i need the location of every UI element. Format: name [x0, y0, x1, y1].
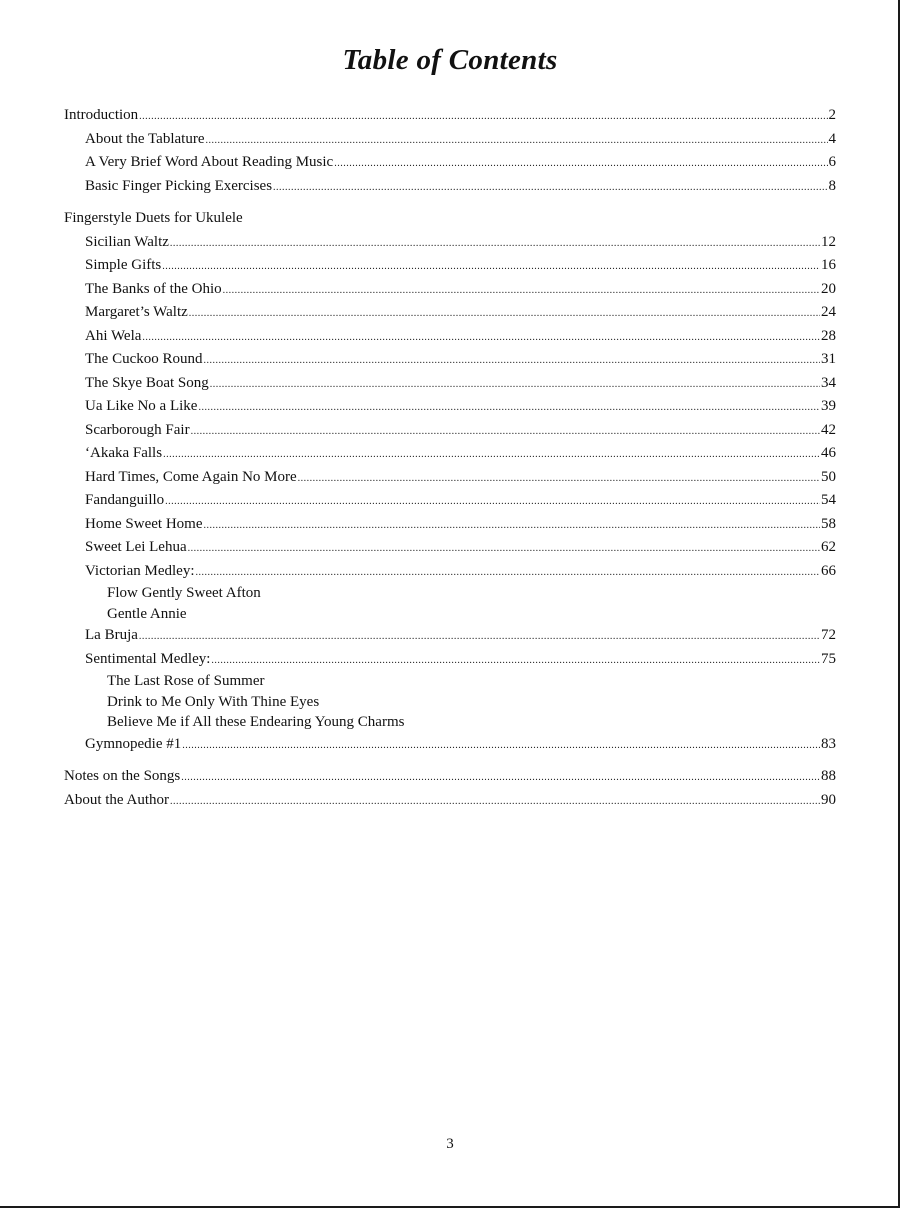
- dot-leader: [223, 279, 820, 303]
- toc-entry[interactable]: [64, 278, 836, 302]
- dot-leader: [163, 443, 820, 467]
- toc-entry-page: 72: [821, 627, 836, 643]
- toc-entry-label: Fandanguillo: [85, 492, 165, 508]
- dot-leader: [188, 537, 820, 561]
- toc-entry-page: 8: [828, 177, 836, 194]
- dot-leader: [162, 255, 820, 279]
- dot-leader: [139, 625, 820, 649]
- toc-entry-page: 12: [821, 233, 836, 250]
- toc-entry-page: 24: [821, 304, 836, 320]
- dot-leader: [182, 734, 820, 758]
- toc-subentry-label: The Last Rose of Summer: [107, 673, 265, 689]
- toc-entry[interactable]: [64, 128, 836, 152]
- toc-entry-page: 62: [821, 539, 836, 555]
- toc-entry-page: 16: [821, 257, 836, 273]
- toc-subentry: [64, 692, 836, 713]
- toc-entry-label: Notes on the Songs: [64, 768, 181, 784]
- dot-leader: [195, 561, 820, 585]
- toc-entry-label: Margaret’s Waltz: [85, 304, 188, 320]
- toc-entry[interactable]: [64, 301, 836, 325]
- toc-entry-page: 54: [821, 492, 836, 508]
- toc-entry-page: 50: [821, 468, 836, 485]
- toc-entry-label: Ua Like No a Like: [85, 398, 198, 414]
- toc-subentry: [64, 712, 836, 733]
- table-of-contents: [64, 104, 836, 812]
- toc-subentry-label: Gentle Annie: [107, 605, 187, 622]
- toc-entry-page: 6: [828, 154, 836, 170]
- dot-leader: [181, 766, 820, 790]
- toc-entry[interactable]: [64, 733, 836, 757]
- toc-entry[interactable]: [64, 231, 836, 255]
- toc-subentry: [64, 671, 836, 692]
- section-gap: [64, 198, 836, 207]
- toc-entry-page: 4: [828, 130, 836, 147]
- toc-entry[interactable]: [64, 489, 836, 513]
- toc-entry-label: A Very Brief Word About Reading Music: [85, 154, 334, 170]
- dot-leader: [139, 105, 827, 129]
- toc-entry-page: 83: [821, 735, 836, 752]
- toc-subentry: [64, 583, 836, 604]
- toc-entry[interactable]: [64, 151, 836, 175]
- toc-entry-label: Sicilian Waltz: [85, 233, 169, 250]
- dot-leader: [198, 396, 820, 420]
- toc-entry[interactable]: [64, 175, 836, 199]
- section-gap: [64, 756, 836, 765]
- toc-subentry: [64, 604, 836, 625]
- toc-entry[interactable]: [64, 513, 836, 537]
- dot-leader: [204, 349, 821, 373]
- toc-entry[interactable]: [64, 254, 836, 278]
- toc-entry-label: Victorian Medley:: [85, 562, 195, 579]
- toc-entry-page: 66: [821, 562, 836, 579]
- toc-entry-label: Sweet Lei Lehua: [85, 539, 187, 555]
- toc-entry-page: 46: [821, 445, 836, 461]
- toc-entry-label: Introduction: [64, 107, 139, 123]
- toc-subentry-label: Believe Me if All these Endearing Young Charms: [107, 714, 405, 730]
- toc-entry-page: 2: [828, 107, 836, 123]
- toc-entry[interactable]: [64, 419, 836, 443]
- toc-entry-label: About the Tablature: [85, 130, 205, 147]
- toc-entry-page: 34: [821, 374, 836, 391]
- toc-entry-label: Simple Gifts: [85, 257, 162, 273]
- toc-section-heading[interactable]: [64, 207, 836, 231]
- toc-entry-label: La Bruja: [85, 627, 138, 643]
- toc-entry-label: Sentimental Medley:: [85, 650, 211, 667]
- toc-entry[interactable]: [64, 536, 836, 560]
- toc-entry-label: Scarborough Fair: [85, 421, 190, 438]
- toc-subentry-label: Drink to Me Only With Thine Eyes: [107, 693, 320, 710]
- toc-entry[interactable]: [64, 624, 836, 648]
- toc-entry-page: 75: [821, 650, 836, 667]
- dot-leader: [298, 467, 820, 491]
- toc-entry[interactable]: [64, 372, 836, 396]
- dot-leader: [189, 302, 820, 326]
- toc-entry[interactable]: [64, 466, 836, 490]
- dot-leader: [210, 373, 820, 397]
- toc-entry-page: 90: [821, 791, 836, 808]
- dot-leader: [273, 176, 827, 200]
- toc-section-label: Fingerstyle Duets for Ukulele: [64, 210, 243, 226]
- toc-entry[interactable]: [64, 442, 836, 466]
- toc-entry-page: 58: [821, 515, 836, 532]
- toc-entry-page: 20: [821, 280, 836, 297]
- dot-leader: [142, 326, 820, 350]
- toc-entry-label: About the Author: [64, 791, 169, 808]
- dot-leader: [191, 420, 820, 444]
- toc-entry-label: The Banks of the Ohio: [85, 280, 222, 297]
- toc-entry-page: 42: [821, 421, 836, 438]
- page-title: Table of Contents: [342, 44, 558, 76]
- toc-entry[interactable]: [64, 395, 836, 419]
- dot-leader: [334, 152, 827, 176]
- dot-leader: [170, 790, 820, 814]
- toc-entry[interactable]: [64, 560, 836, 584]
- toc-entry-page: 31: [821, 351, 836, 367]
- dot-leader: [165, 490, 820, 514]
- dot-leader: [211, 649, 820, 673]
- toc-entry[interactable]: [64, 765, 836, 789]
- toc-entry-label: Hard Times, Come Again No More: [85, 468, 297, 485]
- toc-entry-label: Home Sweet Home: [85, 515, 203, 532]
- toc-entry[interactable]: [64, 104, 836, 128]
- toc-entry-label: Ahi Wela: [85, 327, 142, 344]
- dot-leader: [170, 232, 820, 256]
- toc-entry-label: ‘Akaka Falls: [85, 445, 163, 461]
- dot-leader: [203, 514, 820, 538]
- dot-leader: [205, 129, 827, 153]
- toc-entry-label: The Cuckoo Round: [85, 351, 203, 367]
- toc-entry-label: The Skye Boat Song: [85, 374, 209, 391]
- toc-entry[interactable]: [64, 648, 836, 672]
- toc-subentry-label: Flow Gently Sweet Afton: [107, 585, 261, 601]
- toc-entry[interactable]: [64, 789, 836, 813]
- toc-entry-label: Basic Finger Picking Exercises: [85, 177, 273, 194]
- page-number: 3: [446, 1136, 454, 1152]
- toc-entry-page: 39: [821, 398, 836, 414]
- toc-entry-page: 88: [821, 768, 836, 784]
- toc-entry-page: 28: [821, 327, 836, 344]
- toc-entry[interactable]: [64, 348, 836, 372]
- toc-entry[interactable]: [64, 325, 836, 349]
- toc-entry-label: Gymnopedie #1: [85, 735, 182, 752]
